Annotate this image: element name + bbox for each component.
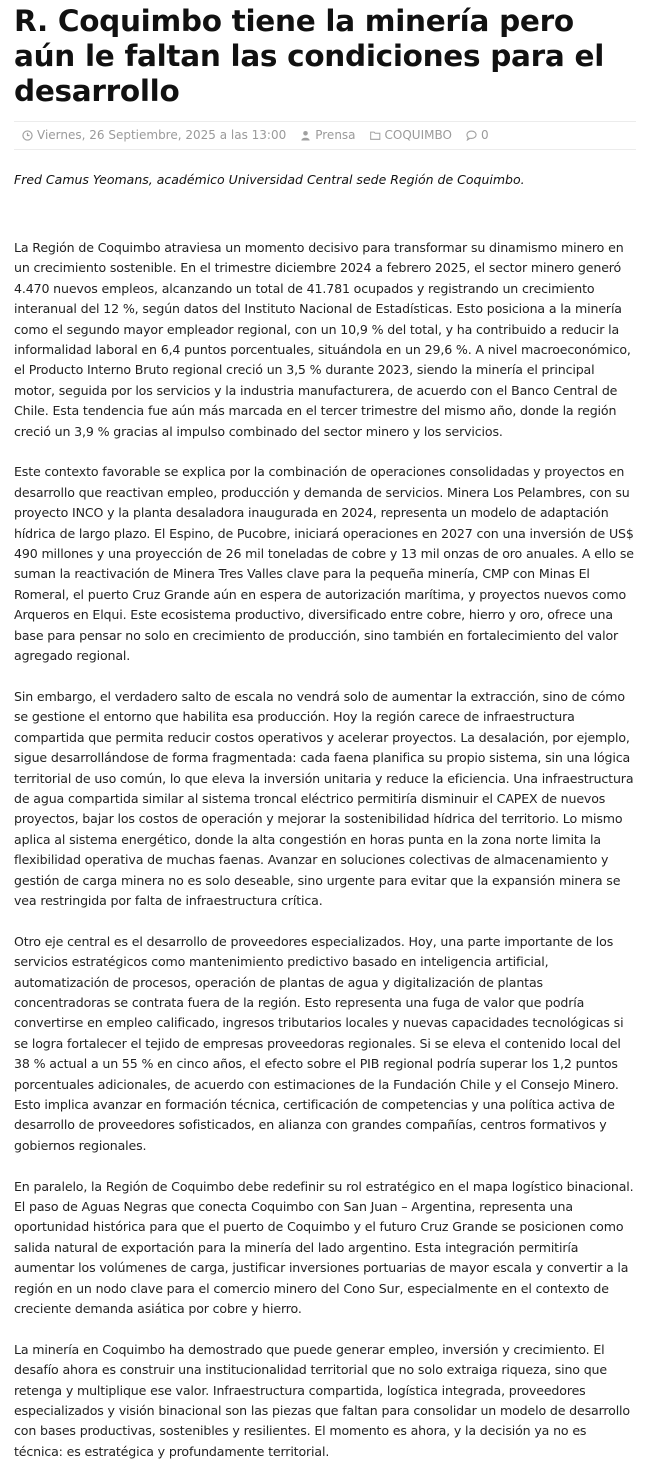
category-meta[interactable] bbox=[370, 128, 452, 142]
comments-count[interactable]: 0 bbox=[480, 128, 489, 142]
folder-icon bbox=[370, 130, 381, 141]
article-meta bbox=[14, 121, 636, 150]
paragraph: Sin embargo, el verdadero salto de escala no vendrá solo de aumentar la extracción, sino de cómo se gestione el entorno que habilita esa producción. Hoy la región carece de infraestructura compartida que permita reducir costos operativos y acelerar proyectos. La desalación, por ejemplo, sigue desarrollándose de forma fragmentada: cada faena planifica su propio sistema, sin una lógica territorial de uso común, lo que eleva la inversión unitaria y reduce la eficiencia. Una infraestructura de agua compartida similar al sistema troncal eléctrico permitiría disminuir el CAPEX de nuevos proyectos, bajar los costos de operación y mejorar la sostenibilidad hídrica del territorio. Lo mismo aplica al sistema energético, donde la alta congestión en horas punta en la zona norte limita la flexibilidad operativa de muchas faenas. Avanzar en soluciones colectivas de almacenamiento y gestión de carga minera no es solo deseable, sino urgente para evitar que la expansión minera se vea restringida por falta de infraestructura crítica. bbox=[14, 688, 634, 908]
article bbox=[0, 4, 650, 1462]
author-link[interactable]: Prensa bbox=[315, 128, 356, 142]
paragraph: Otro eje central es el desarrollo de proveedores especializados. Hoy, una parte importante de los servicios estratégicos como mantenimiento predictivo basado en inteligencia artificial, automatización de procesos, operación de plantas de agua y digitalización de plantas concentradoras se contrata fuera de la región. Esto representa una fuga de valor que podría convertirse en empleo calificado, ingresos tributarios locales y nuevas capacidades tecnológicas si se logra fortalecer el tejido de empresas proveedoras regionales. Si se eleva el contenido local del 38 % actual a un 55 % en cinco años, el efecto sobre el PIB regional podría superar los 1,2 puntos porcentuales adicionales, de acuerdo con estimaciones de la Fundación Chile y el Consejo Minero. Esto implica avanzar en formación técnica, certificación de competencias y una política activa de desarrollo de proveedores sofisticados, en alianza con grandes compañías, centros formativos y gobiernos regionales. bbox=[14, 933, 624, 1153]
date-meta bbox=[22, 128, 286, 142]
user-icon bbox=[300, 130, 311, 141]
article-byline: Fred Camus Yeomans, académico Universidad Central sede Región de Coquimbo. bbox=[14, 172, 525, 187]
comments-meta[interactable] bbox=[466, 128, 489, 142]
article-body bbox=[14, 238, 636, 1462]
paragraph: Este contexto favorable se explica por la combinación de operaciones consolidadas y proyectos en desarrollo que reactivan empleo, producción y demanda de servicios. Minera Los Pelambres, con su proyecto INCO y la planta desaladora inaugurada en 2024, representa un modelo de adaptación hídrica de largo plazo. El Espino, de Pucobre, iniciará operaciones en 2027 con una inversión de US$ 490 millones y una proyección de 26 mil toneladas de cobre y 13 mil onzas de oro anuales. A ello se suman la reactivación de Minera Tres Valles clave para la pequeña minería, CMP con Minas El Romeral, el puerto Cruz Grande aún en espera de autorización marítima, y proyectos nuevos como Arqueros en Elqui. Este ecosistema productivo, diversificado entre cobre, hierro y oro, ofrece una base para pensar no solo en crecimiento de producción, sino también en fortalecimiento del valor agregado regional. bbox=[14, 464, 634, 664]
comment-icon bbox=[466, 130, 477, 141]
author-meta[interactable] bbox=[300, 128, 355, 142]
clock-icon bbox=[22, 130, 33, 141]
paragraph: La minería en Coquimbo ha demostrado que puede generar empleo, inversión y crecimiento. El desafío ahora es construir una institucionalidad territorial que no solo extraiga riqueza, sino que retenga y multiplique ese valor. Infraestructura compartida, logística integrada, proveedores especializados y visión binacional son las piezas que faltan para consolidar un modelo de desarrollo con bases productivas, sostenibles y resilientes. El momento es ahora, y la decisión ya no es técnica: es estratégica y profundamente territorial. bbox=[14, 1341, 630, 1459]
paragraph: La Región de Coquimbo atraviesa un momento decisivo para transformar su dinamismo minero en un crecimiento sostenible. En el trimestre diciembre 2024 a febrero 2025, el sector minero generó 4.470 nuevos empleos, alcanzando un total de 41.781 ocupados y registrando un crecimiento interanual del 12 %, según datos del Instituto Nacional de Estadísticas. Esto posiciona a la minería como el segundo mayor empleador regional, con un 10,9 % del total, y ha contribuido a reducir la informalidad laboral en 6,4 puntos porcentuales, situándola en un 29,6 %. A nivel macroeconómico, el Producto Interno Bruto regional creció un 3,5 % durante 2023, siendo la minería el principal motor, seguida por los servicios y la industria manufacturera, de acuerdo con el Banco Central de Chile. Esta tendencia fue aún más marcada en el tercer trimestre del mismo año, donde la región creció un 3,9 % gracias al impulso combinado del sector minero y los servicios. bbox=[14, 240, 631, 439]
paragraph: En paralelo, la Región de Coquimbo debe redefinir su rol estratégico en el mapa logístico binacional. El paso de Aguas Negras que conecta Coquimbo con San Juan – Argentina, representa una oportunidad histórica para que el puerto de Coquimbo y el futuro Cruz Grande se posicionen como salida natural de exportación para la minería del lado argentino. Esta integración permitiría aumentar los volúmenes de carga, justificar inversiones portuarias de mayor escala y convertir a la región en un nodo clave para el comercio minero del Cono Sur, especialmente en el contexto de creciente demanda asiática por cobre y hierro. bbox=[14, 1178, 634, 1317]
article-date: Viernes, 26 Septiembre, 2025 a las 13:00 bbox=[37, 128, 287, 142]
category-link[interactable]: COQUIMBO bbox=[384, 128, 452, 142]
article-title: R. Coquimbo tiene la minería pero aún le faltan las condiciones para el desarrollo bbox=[14, 4, 605, 108]
